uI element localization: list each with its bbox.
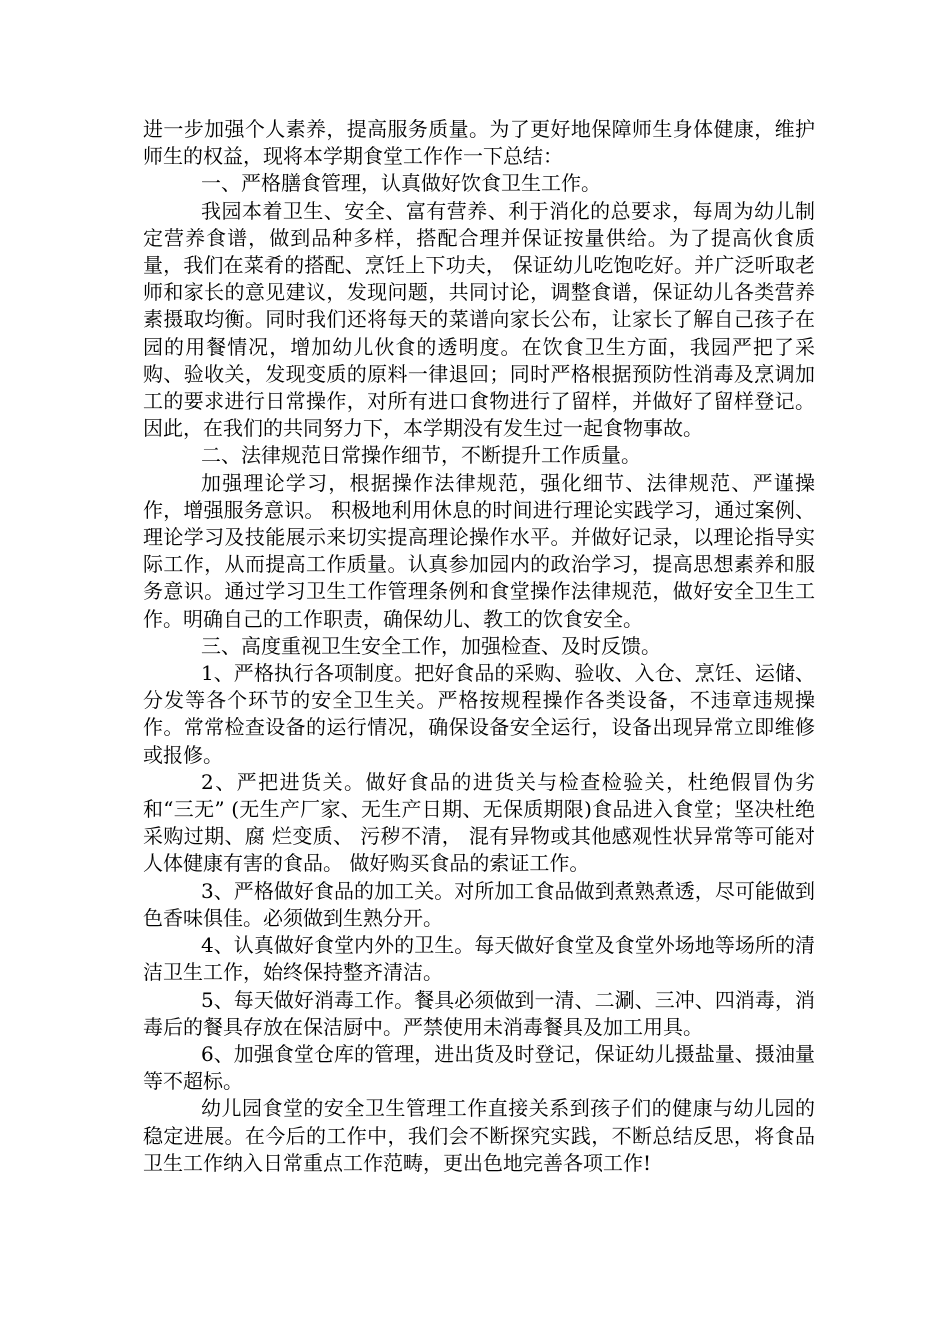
paragraph-item-5: 5、每天做好消毒工作。餐具必须做到一清、二涮、三冲、四消毒，消毒后的餐具存放在保洁厨中。严禁使用未消毒餐具及加工用具。	[143, 987, 815, 1039]
section-heading-2: 二、法律规范日常操作细节，不断提升工作质量。	[201, 443, 641, 468]
paragraph-item-1: 1、严格执行各项制度。把好食品的采购、验收、入仓、烹饪、运储、分发等各个环节的安全卫生关。严格按规程操作各类设备，不违章违规操作。常常检查设备的运行情况，确保设备安全运行，设备出现异常立即维修或报修。	[143, 661, 815, 767]
section-heading-3: 三、高度重视卫生安全工作，加强检查、及时反馈。	[201, 633, 661, 658]
document-body	[143, 116, 815, 1177]
section-heading-1: 一、严格膳食管理，认真做好饮食卫生工作。	[201, 171, 601, 196]
paragraph-item-2: 2、严把进货关。做好食品的进货关与检查检验关，杜绝假冒伪劣和“三无” (无生产厂家、无生产日期、无保质期限)食品进入食堂；坚决杜绝采购过期、腐 烂变质、 污秽不清， 混有异物或其他感观性状异常等可能对人体健康有害的食品。 做好购买食品的索证工作。	[143, 769, 815, 876]
paragraph-operation-standards: 加强理论学习，根据操作法律规范，强化细节、法律规范、严谨操作，增强服务意识。 积极地利用休息的时间进行理论实践学习，通过案例、理论学习及技能展示来切实提高理论操作水平。并做好记录，以理论指导实际工作，从而提高工作质量。认真参加园内的政治学习，提高思想素养和服务意识。通过学习卫生工作管理条例和食堂操作法律规范，做好安全卫生工作。明确自己的工作职责，确保幼儿、教工的饮食安全。	[143, 470, 815, 631]
paragraph-intro-continuation: 进一步加强个人素养，提高服务质量。为了更好地保障师生身体健康，维护师生的权益，现将本学期食堂工作作一下总结：	[143, 117, 815, 169]
paragraph-diet-management: 我园本着卫生、安全、富有营养、利于消化的总要求，每周为幼儿制定营养食谱，做到品种多样，搭配合理并保证按量供给。为了提高伙食质量，我们在菜肴的搭配、烹饪上下功夫， 保证幼儿吃饱吃好。并广泛听取老师和家长的意见建议，发现问题，共同讨论，调整食谱，保证幼儿各类营养素摄取均衡。同时我们还将每天的菜谱向家长公布，让家长了解自己孩子在园的用餐情况，增加幼儿伙食的透明度。在饮食卫生方面，我园严把了采购、验收关，发现变质的原料一律退回；同时严格根据预防性消毒及烹调加工的要求进行日常操作，对所有进口食物进行了留样，并做好了留样登记。因此，在我们的共同努力下，本学期没有发生过一起食物事故。	[143, 198, 815, 441]
paragraph-item-4: 4、认真做好食堂内外的卫生。每天做好食堂及食堂外场地等场所的清洁卫生工作，始终保持整齐清洁。	[143, 933, 815, 985]
paragraph-item-3: 3、严格做好食品的加工关。对所加工食品做到煮熟煮透，尽可能做到色香味俱佳。必须做到生熟分开。	[143, 878, 815, 930]
paragraph-conclusion: 幼儿园食堂的安全卫生管理工作直接关系到孩子们的健康与幼儿园的稳定进展。在今后的工作中，我们会不断探究实践，不断总结反思，将食品卫生工作纳入日常重点工作范畴，更出色地完善各项工作!	[143, 1096, 815, 1175]
paragraph-item-6: 6、加强食堂仓库的管理，进出货及时登记，保证幼儿摄盐量、摄油量等不超标。	[143, 1041, 815, 1094]
